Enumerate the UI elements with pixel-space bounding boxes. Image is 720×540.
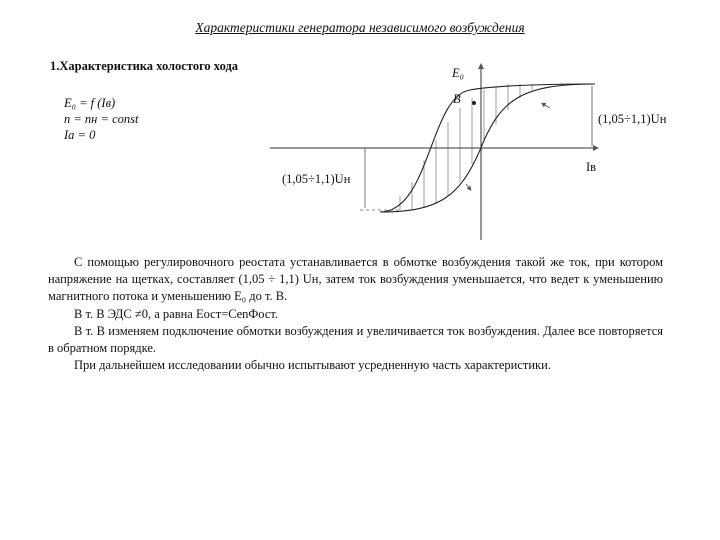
page-title: Характеристики генератора независимого возбуждения	[195, 20, 525, 35]
paragraph-3: В т. B изменяем подключение обмотки возбуждения и увеличивается ток возбуждения. Далее все повторяется в обратном порядке.	[48, 324, 663, 355]
paragraph-2: В т. B ЭДС ≠0, а равна Eост=CеnФост.	[74, 307, 279, 321]
x-axis-label: Iв	[586, 160, 597, 174]
point-b-marker	[472, 101, 476, 105]
direction-arrow	[466, 184, 470, 189]
point-b-label: B	[453, 92, 461, 106]
section-heading: 1.Характеристика холостого хода	[50, 59, 239, 73]
condition-emf-function: E₀ = f (Iв)	[64, 96, 116, 110]
condition-speed: n = nн = const	[64, 112, 139, 126]
upper-level-label: (1,05÷1,1)Uн	[598, 112, 667, 126]
lower-level-label: (1,05÷1,1)Uн	[282, 172, 351, 186]
paragraph-1: С помощью регулировочного реостата устанавливается в обмотке возбуждения такой же ток, при котором напряжение на щетках, составляет (1,05 ÷ 1,1) Uн, затем ток возбуждения уменьшается, что ведет к уменьшению магнитного потока и уменьшению E₀ до т. B.	[48, 255, 663, 303]
condition-armature-current: Iа = 0	[64, 128, 96, 142]
paragraph-4: При дальнейшем исследовании обычно испытывают усредненную часть характеристики.	[74, 358, 551, 372]
direction-arrow	[543, 104, 550, 108]
y-axis-label: E₀	[452, 66, 464, 80]
